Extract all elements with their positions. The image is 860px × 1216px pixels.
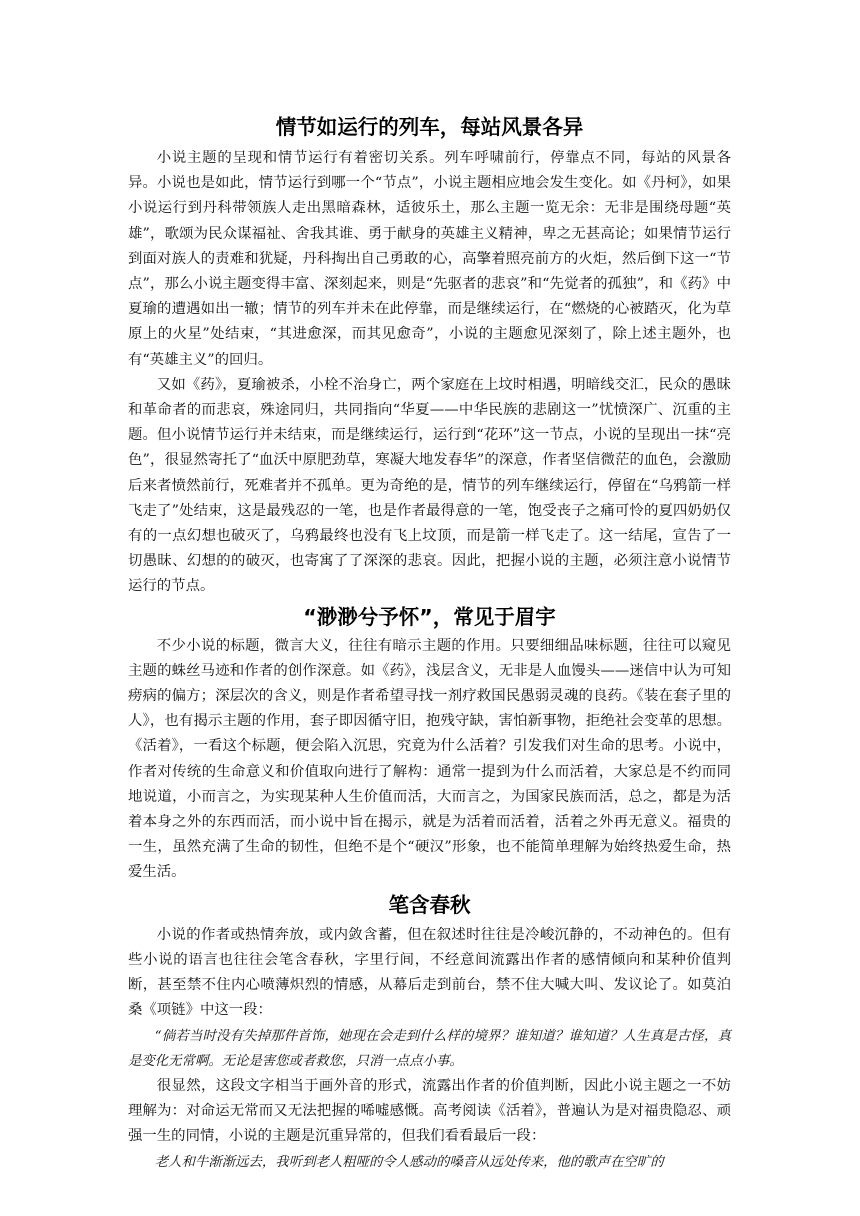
quote-necklace: “倘若当时没有失掉那件首饰，她现在会走到什么样的境界？谁知道？谁知道？人生真是古怪，真是变化无常啊。无论是害您或者救您，只消一点点小事。 [128, 1028, 731, 1069]
paragraph: 小说主题的呈现和情节运行有着密切关系。列车呼啸前行，停靠点不同，每站的风景各异。小说也是如此，情节运行到哪一个“节点”，小说主题相应地会发生变化。如《丹柯》，如果小说运行到丹科带领族人走出黑暗森林，适彼乐土，那么主题一览无余：无非是围绕母题“英雄”，歌颂为民众谋福祉、舍我其谁、勇于献身的英雄主义精神，卑之无甚高论；如果情节运行到面对族人的责难和犹疑，丹科掏出自己勇敢的心，高擎着照亮前方的火炬，然后倒下这一“节点”，那么小说主题变得丰富、深刻起来，则是“先驱者的悲哀”和“先觉者的孤独”，和《药》中夏瑜的遭遇如出一辙；情节的列车并未在此停靠，而是继续运行，在“燃烧的心被踏灭，化为草原上的火星”处结束，“其进愈深，而其见愈奇”，小说的主题愈见深刻了，除上述主题外，也有“英雄主义”的回归。 [128, 150, 731, 368]
paragraph: 小说的作者或热情奔放，或内敛含蓄，但在叙述时往往是冷峻沉静的，不动神色的。但有些小说的语言也往往会笔含春秋，字里行间，不经意间流露出作者的感情倾向和某种价值判断，甚至禁不住内心喷薄炽烈的情感，从幕后走到前台，禁不住大喊大叫、发议论了。如莫泊桑《项链》中这一段： [128, 926, 731, 1019]
section-title-language: 笔含春秋 [388, 892, 471, 917]
section-title-title-hint: “渺渺兮予怀”，常见于眉宇 [303, 604, 556, 629]
section-title-train: 情节如运行的列车，每站风景各异 [275, 115, 584, 139]
article-body [128, 112, 731, 1175]
quote-alive: 老人和牛渐渐远去，我听到老人粗哑的令人感动的嗓音从远处传来，他的歌声在空旷的 [154, 1154, 664, 1170]
paragraph: 又如《药》，夏瑜被杀，小栓不治身亡，两个家庭在上坟时相遇，明暗线交汇，民众的愚昧和革命者的而悲哀，殊途同归，共同指向“华夏——中华民族的悲剧这一”忧愤深广、沉重的主题。但小说情节运行并未结束，而是继续运行，运行到“花环”这一节点，小说的呈现出一抹“亮色”，很显然寄托了“血沃中原肥劲草，寒凝大地发春华”的深意，作者坚信微茫的血色，会激励后来者愤然前行，死难者并不孤单。更为奇绝的是，情节的列车继续运行，停留在“乌鸦箭一样飞走了”处结束，这是最残忍的一笔，也是作者最得意的一笔，饱受丧子之痛可怜的夏四奶奶仅有的一点幻想也破灭了，乌鸦最终也没有飞上坟顶，而是箭一样飞走了。这一结尾，宣告了一切愚昧、幻想的的破灭，也寄寓了了深深的悲哀。因此，把握小说的主题，必须注意小说情节运行的节点。 [128, 376, 731, 595]
paragraph: 不少小说的标题，微言大义，往往有暗示主题的作用。只要细细品味标题，往往可以窥见主题的蛛丝马迹和作者的创作深意。如《药》，浅层含义，无非是人血馒头——迷信中认为可知痨病的偏方；深层次的含义，则是作者希望寻找一剂疗救国民愚弱灵魂的良药。《装在套子里的人》，也有揭示主题的作用，套子即因循守旧，抱残守缺，害怕新事物，拒绝社会变革的思想。《活着》，一看这个标题，便会陷入沉思，究竟为什么活着？引发我们对生命的思考。小说中，作者对传统的生命意义和价值取向进行了解构：通常一提到为什么而活着，大家总是不约而同地说道，小而言之，为实现某种人生价值而活，大而言之，为国家民族而活，总之，都是为活着本身之外的东西而活，而小说中旨在揭示，就是为活着而活着，活着之外再无意义。福贵的一生，虽然充满了生命的韧性，但绝不是个“硬汉”形象，也不能简单理解为始终热爱生命，热爱生活。 [128, 637, 731, 881]
paragraph: 很显然，这段文字相当于画外音的形式，流露出作者的价值判断，因此小说主题之一不妨理解为：对命运无常而又无法把握的唏嘘感慨。高考阅读《活着》，普遍认为是对福贵隐忍、顽强一生的同情，小说的主题是沉重异常的，但我们看看最后一段： [128, 1077, 731, 1145]
